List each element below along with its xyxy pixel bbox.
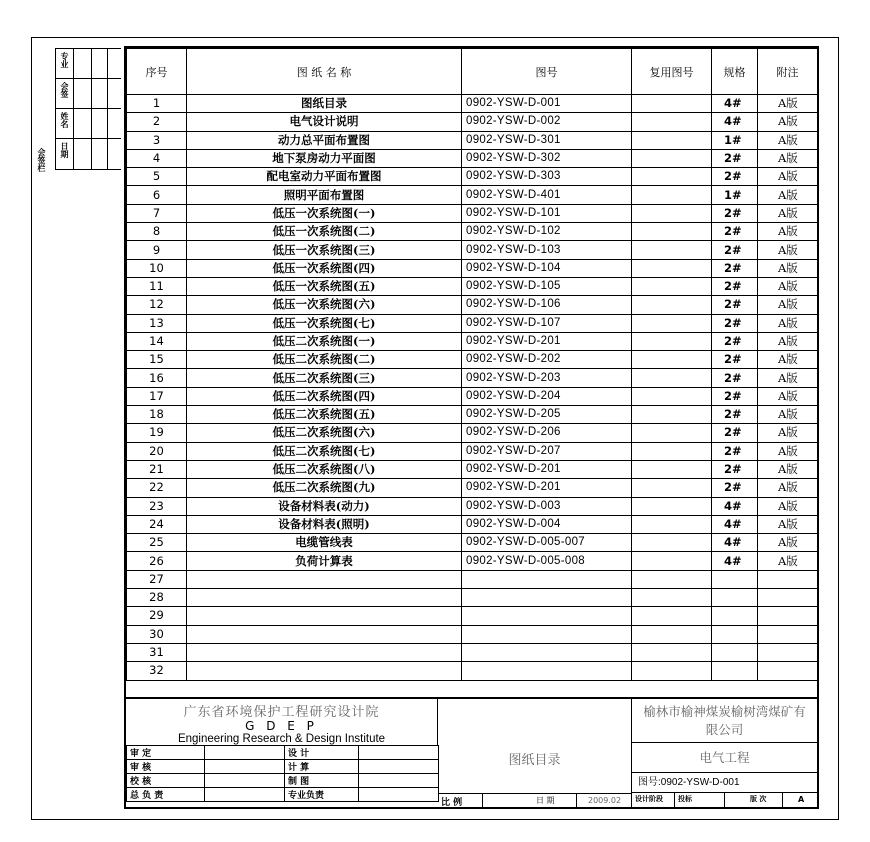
drawing-code: 0902-YSW-D-203 <box>462 369 632 387</box>
sign-cell <box>359 746 439 760</box>
drawing-name: 低压二次系统图(七) <box>187 442 462 460</box>
table-row <box>127 589 818 607</box>
version-label: 版 次 <box>750 795 767 803</box>
revision-note: A版 <box>758 186 818 204</box>
reuse-code <box>632 515 712 533</box>
sheet-size: 2# <box>712 424 758 442</box>
drawing-name <box>187 625 462 643</box>
row-number: 1 <box>127 95 187 113</box>
drawing-name: 负荷计算表 <box>187 552 462 570</box>
drawing-code: 0902-YSW-D-201 <box>462 460 632 478</box>
sheet-size: 1# <box>712 186 758 204</box>
institute-block <box>126 699 438 745</box>
row-number: 18 <box>127 406 187 424</box>
strip-label: 会签 <box>60 82 69 98</box>
row-number: 15 <box>127 351 187 369</box>
sheet-size: 2# <box>712 277 758 295</box>
table-row <box>127 259 818 277</box>
revision-note: A版 <box>758 149 818 167</box>
drawing-name: 设备材料表(动力) <box>187 497 462 515</box>
revision-note: A版 <box>758 204 818 222</box>
client-name: 榆林市榆神煤炭榆树湾煤矿有限公司 <box>643 704 806 737</box>
drawing-name: 动力总平面布置图 <box>187 131 462 149</box>
row-number: 20 <box>127 442 187 460</box>
table-row <box>127 497 818 515</box>
table-row <box>127 534 818 552</box>
scale-date-row <box>438 793 632 807</box>
row-number: 3 <box>127 131 187 149</box>
table-header-row <box>127 49 818 95</box>
drawing-code: 0902-YSW-D-003 <box>462 497 632 515</box>
sheet-size <box>712 570 758 588</box>
table-row <box>127 607 818 625</box>
drawing-code: 0902-YSW-D-303 <box>462 168 632 186</box>
sheet-size <box>712 625 758 643</box>
drawing-number: 图号:0902-YSW-D-001 <box>638 777 740 788</box>
reuse-code <box>632 241 712 259</box>
row-number: 19 <box>127 424 187 442</box>
sheet-size: 2# <box>712 296 758 314</box>
drawing-code: 0902-YSW-D-201 <box>462 332 632 350</box>
table-row <box>127 442 818 460</box>
table-row <box>127 662 818 680</box>
drawing-name: 低压一次系统图(七) <box>187 314 462 332</box>
drawing-name: 低压二次系统图(九) <box>187 479 462 497</box>
reuse-code <box>632 589 712 607</box>
sheet-size: 4# <box>712 113 758 131</box>
drawing-name: 照明平面布置图 <box>187 186 462 204</box>
discipline-cell <box>632 743 817 773</box>
drawing-code: 0902-YSW-D-401 <box>462 186 632 204</box>
sheet-size: 2# <box>712 406 758 424</box>
reuse-code <box>632 259 712 277</box>
sheet-size: 2# <box>712 351 758 369</box>
divider <box>576 794 577 807</box>
drawing-name: 低压一次系统图(五) <box>187 277 462 295</box>
drawing-title-cell <box>438 699 632 793</box>
drawing-sheet <box>124 46 819 809</box>
drawing-name: 低压二次系统图(五) <box>187 406 462 424</box>
reuse-code <box>632 113 712 131</box>
sign-cell <box>205 760 285 774</box>
countersign-label: 会签栏 <box>37 148 46 172</box>
revision-note <box>758 662 818 680</box>
sheet-size <box>712 589 758 607</box>
sheet-size: 2# <box>712 223 758 241</box>
row-number: 5 <box>127 168 187 186</box>
table-row <box>127 186 818 204</box>
sheet-size: 2# <box>712 442 758 460</box>
sheet-size <box>712 607 758 625</box>
sheet-size: 2# <box>712 168 758 186</box>
drawing-code <box>462 607 632 625</box>
sign-label: 专业负责 <box>285 788 359 802</box>
sheet-size: 2# <box>712 241 758 259</box>
sheet-size: 2# <box>712 369 758 387</box>
revision-note: A版 <box>758 241 818 259</box>
sheet-size: 2# <box>712 259 758 277</box>
reuse-code <box>632 351 712 369</box>
reuse-code <box>632 223 712 241</box>
row-number: 17 <box>127 387 187 405</box>
sign-label: 计 算 <box>285 760 359 774</box>
table-row <box>127 168 818 186</box>
drawing-code <box>462 643 632 661</box>
reuse-code <box>632 204 712 222</box>
reuse-code <box>632 534 712 552</box>
reuse-code <box>632 570 712 588</box>
drawing-name: 设备材料表(照明) <box>187 515 462 533</box>
reuse-code <box>632 168 712 186</box>
drawing-title: 图纸目录 <box>508 753 561 768</box>
revision-note: A版 <box>758 259 818 277</box>
drawing-name: 配电室动力平面布置图 <box>187 168 462 186</box>
revision-note <box>758 607 818 625</box>
drawing-name: 低压一次系统图(六) <box>187 296 462 314</box>
sign-cell <box>359 788 439 802</box>
header-cell: 图号 <box>462 49 632 95</box>
row-number: 32 <box>127 662 187 680</box>
drawing-code: 0902-YSW-D-301 <box>462 131 632 149</box>
drawing-code: 0902-YSW-D-104 <box>462 259 632 277</box>
drawing-code: 0902-YSW-D-205 <box>462 406 632 424</box>
revision-note: A版 <box>758 424 818 442</box>
stage-value: 投标 <box>678 795 692 803</box>
stage-label: 设计阶段 <box>635 795 663 803</box>
table-row <box>127 296 818 314</box>
drawing-number-cell <box>632 773 817 793</box>
row-number: 24 <box>127 515 187 533</box>
row-number: 31 <box>127 643 187 661</box>
drawing-code: 0902-YSW-D-106 <box>462 296 632 314</box>
row-number: 8 <box>127 223 187 241</box>
revision-note: A版 <box>758 369 818 387</box>
sheet-size: 2# <box>712 479 758 497</box>
header-cell: 规格 <box>712 49 758 95</box>
drawing-name: 低压二次系统图(三) <box>187 369 462 387</box>
table-row <box>127 332 818 350</box>
row-number: 11 <box>127 277 187 295</box>
table-row <box>127 351 818 369</box>
title-block <box>126 697 817 807</box>
sign-cell <box>205 746 285 760</box>
row-number: 25 <box>127 534 187 552</box>
strip-label: 专业 <box>60 52 69 68</box>
row-number: 22 <box>127 479 187 497</box>
stage-version-row <box>632 793 817 807</box>
sheet-size: 2# <box>712 387 758 405</box>
row-number: 12 <box>127 296 187 314</box>
reuse-code <box>632 95 712 113</box>
table-row <box>127 643 818 661</box>
drawing-code: 0902-YSW-D-107 <box>462 314 632 332</box>
sign-cell <box>205 788 285 802</box>
revision-note: A版 <box>758 131 818 149</box>
drawing-name <box>187 589 462 607</box>
reuse-code <box>632 314 712 332</box>
drawing-name: 电气设计说明 <box>187 113 462 131</box>
reuse-code <box>632 332 712 350</box>
signature-table <box>126 745 439 802</box>
reuse-code <box>632 662 712 680</box>
reuse-code <box>632 369 712 387</box>
sheet-size: 2# <box>712 314 758 332</box>
drawing-code: 0902-YSW-D-207 <box>462 442 632 460</box>
drawing-code <box>462 589 632 607</box>
revision-note: A版 <box>758 113 818 131</box>
table-row <box>127 460 818 478</box>
row-number: 27 <box>127 570 187 588</box>
revision-note: A版 <box>758 552 818 570</box>
drawing-name: 低压一次系统图(三) <box>187 241 462 259</box>
table-row <box>127 387 818 405</box>
row-number: 23 <box>127 497 187 515</box>
sheet-size: 2# <box>712 204 758 222</box>
row-number: 13 <box>127 314 187 332</box>
drawing-code <box>462 662 632 680</box>
revision-note: A版 <box>758 223 818 241</box>
reuse-code <box>632 479 712 497</box>
reuse-code <box>632 643 712 661</box>
date-label: 日 期 <box>536 796 555 805</box>
reuse-code <box>632 406 712 424</box>
version-value: A <box>798 795 805 804</box>
drawing-name <box>187 643 462 661</box>
revision-note: A版 <box>758 515 818 533</box>
row-number: 2 <box>127 113 187 131</box>
revision-note: A版 <box>758 168 818 186</box>
drawing-name: 低压一次系统图(四) <box>187 259 462 277</box>
reuse-code <box>632 497 712 515</box>
scale-label: 比 例 <box>441 798 463 808</box>
table-row <box>127 113 818 131</box>
table-row <box>127 131 818 149</box>
row-number: 28 <box>127 589 187 607</box>
revision-note: A版 <box>758 406 818 424</box>
row-number: 10 <box>127 259 187 277</box>
sign-label: 审 核 <box>127 760 205 774</box>
sheet-size: 2# <box>712 460 758 478</box>
table-row <box>127 204 818 222</box>
drawing-code: 0902-YSW-D-004 <box>462 515 632 533</box>
table-row <box>127 479 818 497</box>
table-row <box>127 95 818 113</box>
table-row <box>127 424 818 442</box>
header-cell: 复用图号 <box>632 49 712 95</box>
header-cell: 图 纸 名 称 <box>187 49 462 95</box>
reuse-code <box>632 552 712 570</box>
reuse-code <box>632 424 712 442</box>
row-number: 4 <box>127 149 187 167</box>
table-row <box>127 314 818 332</box>
table-row <box>127 625 818 643</box>
header-cell: 序号 <box>127 49 187 95</box>
strip-label: 姓名 <box>60 112 69 128</box>
drawing-code: 0902-YSW-D-102 <box>462 223 632 241</box>
drawing-code <box>462 625 632 643</box>
drawing-code: 0902-YSW-D-204 <box>462 387 632 405</box>
sheet-size: 4# <box>712 552 758 570</box>
drawing-code: 0902-YSW-D-103 <box>462 241 632 259</box>
table-row <box>127 277 818 295</box>
revision-note: A版 <box>758 332 818 350</box>
drawing-name: 电缆管线表 <box>187 534 462 552</box>
divider <box>674 793 675 807</box>
row-number: 9 <box>127 241 187 259</box>
reuse-code <box>632 625 712 643</box>
sign-label: 设 计 <box>285 746 359 760</box>
drawing-code: 0902-YSW-D-005-008 <box>462 552 632 570</box>
reuse-code <box>632 131 712 149</box>
sheet-size: 1# <box>712 131 758 149</box>
drawing-name: 图纸目录 <box>187 95 462 113</box>
revision-note: A版 <box>758 387 818 405</box>
drawing-name: 低压二次系统图(六) <box>187 424 462 442</box>
revision-note: A版 <box>758 95 818 113</box>
table-row <box>127 552 818 570</box>
revision-note: A版 <box>758 314 818 332</box>
table-row <box>127 369 818 387</box>
revision-note: A版 <box>758 442 818 460</box>
header-cell: 附注 <box>758 49 818 95</box>
client-cell <box>632 699 817 743</box>
drawing-code: 0902-YSW-D-002 <box>462 113 632 131</box>
drawing-name <box>187 607 462 625</box>
reuse-code <box>632 296 712 314</box>
revision-note: A版 <box>758 351 818 369</box>
sheet-size: 4# <box>712 534 758 552</box>
revision-note <box>758 589 818 607</box>
drawing-name: 低压二次系统图(八) <box>187 460 462 478</box>
row-number: 14 <box>127 332 187 350</box>
drawing-name: 低压二次系统图(四) <box>187 387 462 405</box>
sign-label: 总 负 责 <box>127 788 205 802</box>
divider <box>482 794 483 807</box>
drawing-code: 0902-YSW-D-101 <box>462 204 632 222</box>
divider <box>782 793 783 807</box>
drawing-list-table <box>126 48 818 681</box>
table-row <box>127 149 818 167</box>
row-number: 21 <box>127 460 187 478</box>
drawing-code: 0902-YSW-D-001 <box>462 95 632 113</box>
row-number: 6 <box>127 186 187 204</box>
row-number: 16 <box>127 369 187 387</box>
drawing-name: 地下泵房动力平面图 <box>187 149 462 167</box>
sign-label: 审 定 <box>127 746 205 760</box>
revision-note: A版 <box>758 460 818 478</box>
discipline: 电气工程 <box>699 750 750 765</box>
revision-note: A版 <box>758 277 818 295</box>
drawing-code: 0902-YSW-D-005-007 <box>462 534 632 552</box>
reuse-code <box>632 387 712 405</box>
reuse-code <box>632 460 712 478</box>
sheet-size: 4# <box>712 497 758 515</box>
reuse-code <box>632 607 712 625</box>
sheet-size: 2# <box>712 332 758 350</box>
strip-label: 日期 <box>60 142 69 158</box>
sign-cell <box>205 774 285 788</box>
table-row <box>127 241 818 259</box>
revision-note: A版 <box>758 497 818 515</box>
institute-name-cn: 广东省环境保护工程研究设计院 <box>183 705 380 720</box>
table-row <box>127 223 818 241</box>
revision-note: A版 <box>758 479 818 497</box>
drawing-name <box>187 662 462 680</box>
sign-cell <box>359 774 439 788</box>
institute-name-en: Engineering Research & Design Institute <box>177 733 386 745</box>
revision-note <box>758 625 818 643</box>
drawing-code: 0902-YSW-D-201 <box>462 479 632 497</box>
sign-cell <box>359 760 439 774</box>
drawing-code <box>462 570 632 588</box>
row-number: 26 <box>127 552 187 570</box>
reuse-code <box>632 442 712 460</box>
reuse-code <box>632 277 712 295</box>
drawing-code: 0902-YSW-D-202 <box>462 351 632 369</box>
revision-note: A版 <box>758 296 818 314</box>
row-number: 30 <box>127 625 187 643</box>
revision-note <box>758 643 818 661</box>
sheet-size: 2# <box>712 149 758 167</box>
sheet-size: 4# <box>712 515 758 533</box>
reuse-code <box>632 149 712 167</box>
sheet-size <box>712 643 758 661</box>
sheet-size <box>712 662 758 680</box>
reuse-code <box>632 186 712 204</box>
revision-note <box>758 570 818 588</box>
drawing-name: 低压二次系统图(一) <box>187 332 462 350</box>
row-number: 29 <box>127 607 187 625</box>
drawing-name: 低压二次系统图(二) <box>187 351 462 369</box>
table-row <box>127 570 818 588</box>
drawing-name <box>187 570 462 588</box>
drawing-code: 0902-YSW-D-302 <box>462 149 632 167</box>
drawing-name: 低压一次系统图(二) <box>187 223 462 241</box>
drawing-name: 低压一次系统图(一) <box>187 204 462 222</box>
sign-label: 制 图 <box>285 774 359 788</box>
table-row <box>127 406 818 424</box>
table-row <box>127 515 818 533</box>
date-value: 2009.02 <box>588 796 622 805</box>
revision-note: A版 <box>758 534 818 552</box>
drawing-code: 0902-YSW-D-206 <box>462 424 632 442</box>
drawing-code: 0902-YSW-D-105 <box>462 277 632 295</box>
countersign-strip <box>55 48 121 170</box>
divider <box>724 793 725 807</box>
row-number: 7 <box>127 204 187 222</box>
sheet-size: 4# <box>712 95 758 113</box>
sign-label: 校 核 <box>127 774 205 788</box>
institute-abbr: G D E P <box>245 719 318 733</box>
